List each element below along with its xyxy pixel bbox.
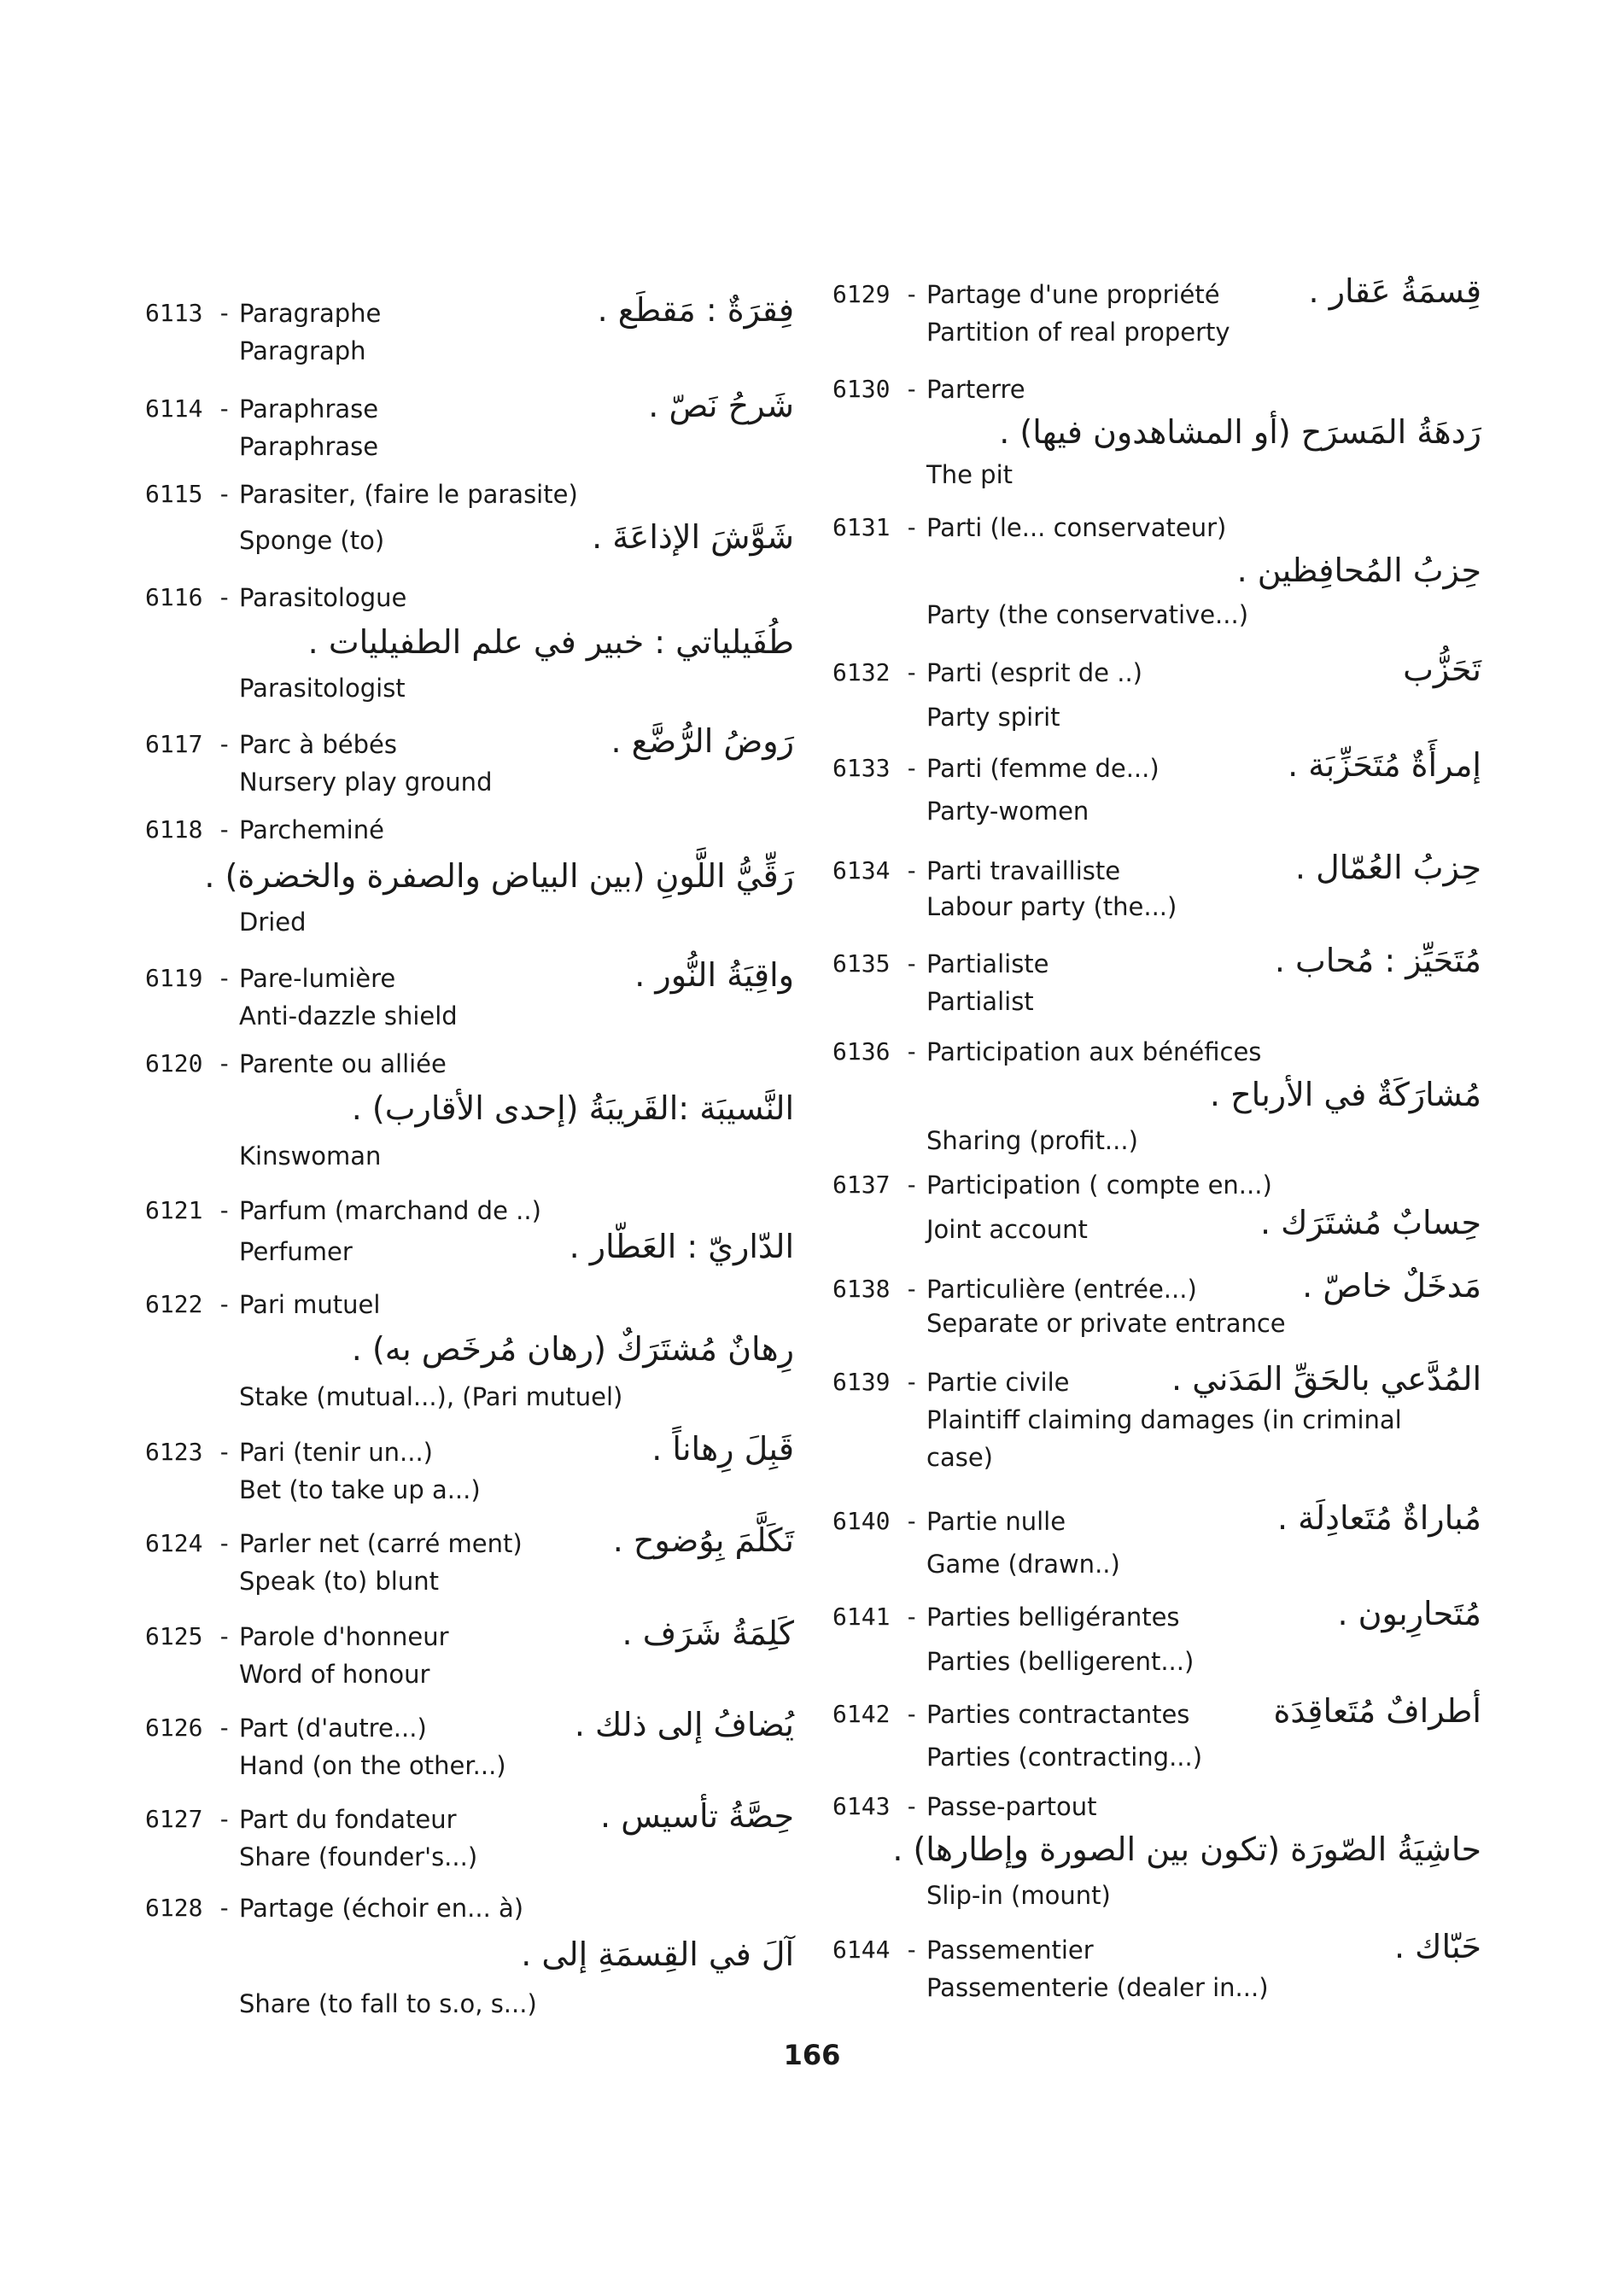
entry-number: 6141 - (832, 1598, 919, 1636)
entry-number: 6125 - (145, 1618, 231, 1655)
english-translation: Partialist (926, 987, 1034, 1016)
entry-number: 6124 - (145, 1525, 231, 1562)
english-translation: Paragraph (239, 336, 366, 365)
arabic-translation: مُتَحَيِّز : مُحاب . (1274, 942, 1481, 979)
english-translation: Hand (on the other...) (239, 1751, 506, 1780)
arabic-translation: النَّسيبَة :القَريبَةُ (إحدى الأقارب) . (351, 1089, 794, 1127)
english-translation: Share (founder's...) (239, 1842, 478, 1871)
entry-number: 6117 - (145, 726, 231, 763)
arabic-translation: آلَ في القِسمَةِ إلى . (521, 1936, 794, 1973)
arabic-translation: تَحَزُّب (1403, 651, 1481, 688)
french-term: Passementier (926, 1936, 1094, 1965)
right-column (832, 0, 1481, 2283)
entry-number: 6134 - (832, 852, 919, 890)
french-term: Parties belligérantes (926, 1603, 1180, 1632)
french-term: Part (d'autre...) (239, 1714, 427, 1743)
entry-number: 6136 - (832, 1033, 919, 1071)
entry-number: 6130 - (832, 371, 919, 408)
english-translation: Share (to fall to s.o, s...) (239, 1989, 537, 2018)
entry-number: 6131 - (832, 509, 919, 546)
arabic-translation: شَوَّشَ الإذاعَةَ . (592, 518, 794, 556)
arabic-translation: أطرافٌ مُتَعاقِدَة (1273, 1692, 1481, 1730)
french-term: Passe-partout (926, 1792, 1097, 1821)
french-term: Parti (femme de...) (926, 754, 1160, 783)
french-term: Parcheminé (239, 815, 384, 844)
english-translation: Party-women (926, 797, 1089, 826)
english-translation: Parties (contracting...) (926, 1743, 1203, 1772)
entry-number: 6135 - (832, 945, 919, 983)
entry-number: 6120 - (145, 1045, 231, 1083)
english-translation: Sponge (to) (239, 526, 385, 555)
entry-number: 6140 - (832, 1503, 919, 1540)
page-number: 166 (783, 2039, 841, 2071)
entry-number: 6121 - (145, 1192, 231, 1229)
french-term: Parc à bébés (239, 730, 398, 759)
french-term: Partage d'une propriété (926, 280, 1220, 309)
arabic-translation: مُباراةٌ مُتَعادِلَة . (1276, 1499, 1481, 1537)
english-translation: Nursery play ground (239, 768, 493, 797)
arabic-translation: مَدخَلٌ خاصّ . (1302, 1267, 1481, 1305)
entry-number: 6113 - (145, 295, 231, 332)
arabic-translation: المُدَّعي بالحَقِّ المَدَني . (1171, 1360, 1481, 1398)
french-term: Parasitologue (239, 583, 407, 612)
entry-number: 6115 - (145, 476, 231, 513)
arabic-translation: حِسابٌ مُشتَرَك . (1260, 1204, 1481, 1241)
arabic-translation: رَدهَةُ المَسرَح (أو المشاهدون فيها) . (999, 413, 1481, 451)
arabic-translation: رَوضُ الرُّضَّع . (610, 722, 794, 760)
entry-number: 6144 - (832, 1931, 919, 1969)
french-term: Participation ( compte en...) (926, 1171, 1272, 1200)
arabic-translation: حاشِيَةُ الصّورَة (تكون بين الصورة وإطارها) . (892, 1830, 1481, 1868)
french-term: Pare-lumière (239, 964, 396, 993)
entry-number: 6116 - (145, 579, 231, 616)
entry-number: 6114 - (145, 390, 231, 428)
french-term: Pari mutuel (239, 1290, 381, 1319)
arabic-translation: حِزبُ المُحافِظين . (1236, 552, 1481, 589)
english-translation: Separate or private entrance (926, 1309, 1286, 1338)
entry-number: 6127 - (145, 1801, 231, 1838)
english-translation: Plaintiff claiming damages (in criminal case) (926, 1405, 1402, 1472)
french-term: Parterre (926, 375, 1025, 404)
french-term: Parasiter, (faire le parasite) (239, 480, 578, 509)
arabic-translation: مُتَحارِبون . (1337, 1595, 1481, 1632)
entry-number: 6126 - (145, 1709, 231, 1747)
left-column (145, 0, 794, 2283)
english-translation: Joint account (926, 1215, 1088, 1244)
english-translation: Speak (to) blunt (239, 1567, 439, 1596)
french-term: Parler net (carré ment) (239, 1529, 523, 1558)
french-term: Partage (échoir en... à) (239, 1894, 524, 1923)
entry-number: 6129 - (832, 276, 919, 313)
entry-number: 6122 - (145, 1286, 231, 1323)
english-translation: Dried (239, 908, 307, 937)
french-term: Parties contractantes (926, 1700, 1190, 1729)
french-term: Parti travailliste (926, 856, 1121, 885)
french-term: Paraphrase (239, 394, 379, 423)
entry-number: 6123 - (145, 1433, 231, 1471)
arabic-translation: كَلِمَةُ شَرَف . (622, 1614, 794, 1652)
arabic-translation: تَكَلَّمَ بِوُضوح . (612, 1521, 794, 1559)
english-translation: Game (drawn..) (926, 1550, 1120, 1579)
entry-number: 6119 - (145, 960, 231, 997)
english-translation: Parties (belligerent...) (926, 1647, 1195, 1676)
french-term: Parti (le... conservateur) (926, 513, 1227, 542)
arabic-translation: رَقِّيُّ اللَّونِ (بين البياض والصفرة والخضرة) . (204, 857, 794, 895)
english-translation: Anti-dazzle shield (239, 1001, 458, 1031)
french-term: Participation aux bénéfices (926, 1037, 1262, 1066)
english-translation: Passementerie (dealer in...) (926, 1973, 1269, 2002)
english-translation: The pit (926, 460, 1013, 489)
english-translation: Labour party (the...) (926, 892, 1177, 921)
english-translation: Parasitologist (239, 674, 406, 703)
french-term: Particulière (entrée...) (926, 1275, 1197, 1304)
english-translation: Stake (mutual...), (Pari mutuel) (239, 1382, 623, 1411)
entry-number: 6143 - (832, 1788, 919, 1825)
entry-number: 6128 - (145, 1889, 231, 1927)
english-translation: Perfumer (239, 1237, 353, 1266)
entry-number: 6132 - (832, 654, 919, 692)
entry-number: 6118 - (145, 811, 231, 849)
english-translation: Party (the conservative...) (926, 600, 1249, 629)
english-translation: Paraphrase (239, 432, 379, 461)
french-term: Partialiste (926, 949, 1049, 978)
entry-number: 6137 - (832, 1166, 919, 1204)
arabic-translation: مُشارَكَةٌ في الأرباح . (1209, 1076, 1481, 1113)
french-term: Partie nulle (926, 1507, 1066, 1536)
english-translation: Word of honour (239, 1660, 430, 1689)
arabic-translation: الدّاريّ : العَطّار . (569, 1228, 794, 1265)
french-term: Parole d'honneur (239, 1622, 449, 1651)
arabic-translation: واقِيَةُ النُّور . (634, 956, 794, 994)
english-translation: Bet (to take up a...) (239, 1475, 481, 1504)
arabic-translation: طُفَيلياتي : خبير في علم الطفيليات . (307, 623, 794, 661)
entry-number: 6138 - (832, 1270, 919, 1308)
french-term: Partie civile (926, 1368, 1070, 1397)
french-term: Parti (esprit de ..) (926, 658, 1142, 687)
french-term: Paragraphe (239, 299, 382, 328)
entry-number: 6142 - (832, 1696, 919, 1733)
english-translation: Partition of real property (926, 318, 1230, 347)
english-translation: Sharing (profit...) (926, 1126, 1138, 1155)
french-term: Parfum (marchand de ..) (239, 1196, 541, 1225)
french-term: Parente ou alliée (239, 1049, 447, 1078)
arabic-translation: قِسمَةُ عَقار . (1308, 272, 1481, 310)
english-translation: Party spirit (926, 703, 1060, 732)
arabic-translation: إمرأَةٌ مُتَحَزِّبَة . (1288, 746, 1481, 784)
entry-number: 6133 - (832, 750, 919, 787)
arabic-translation: شَرحُ نَصّ . (648, 387, 794, 424)
arabic-translation: يُضافُ إلى ذلك . (574, 1706, 794, 1743)
english-translation: Kinswoman (239, 1142, 382, 1171)
arabic-translation: حِزبُ العُمّال . (1294, 849, 1481, 886)
french-term: Part du fondateur (239, 1805, 457, 1834)
entry-number: 6139 - (832, 1363, 919, 1401)
french-term: Pari (tenir un...) (239, 1438, 433, 1467)
english-translation: Slip-in (mount) (926, 1881, 1111, 1910)
arabic-translation: رِهانٌ مُشتَرَكٌ (رهان مُرخَص به) . (351, 1330, 794, 1368)
arabic-translation: قَبِلَ رِهاناً . (651, 1430, 794, 1468)
arabic-translation: حَبّاك . (1393, 1928, 1481, 1965)
arabic-translation: حِصَّةُ تأسيس . (600, 1797, 794, 1835)
arabic-translation: فِقرَةٌ : مَقطَع . (597, 291, 794, 329)
